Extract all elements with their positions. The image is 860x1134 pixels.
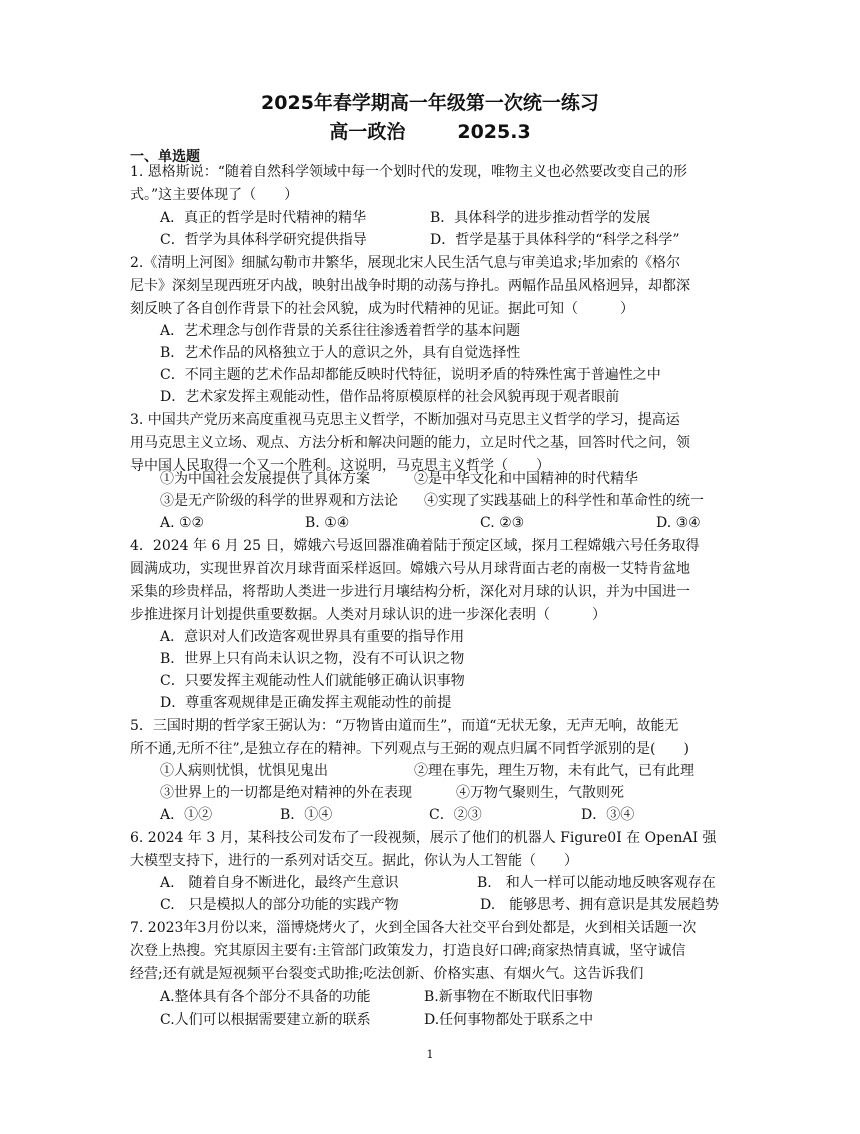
question-5-statement-2: ②理在事先，理生万物，未有此气，已有此理 xyxy=(414,763,694,779)
question-4-line-3: 采集的珍贵样品，将帮助人类进一步进行月壤结构分析，深化对月球的认识，并为中国进一 xyxy=(130,584,690,600)
question-7-option-c: C.人们可以根据需要建立新的联系 xyxy=(160,1012,371,1028)
question-7-line-1: 7. 2023年3月份以来，淄博烧烤火了，火到全国各大社交平台到处都是，火到相关话题一次 xyxy=(130,920,697,936)
question-3-choice-c: C. ②③ xyxy=(480,515,525,531)
question-5-choice-c: C．②③ xyxy=(429,807,482,823)
question-7-option-d: D.任何事物都处于联系之中 xyxy=(424,1012,594,1028)
page-number: 1 xyxy=(426,1048,434,1061)
question-3-choice-a: A. ①② xyxy=(160,515,205,531)
question-6-option-d: D. 能够思考、拥有意识是其发展趋势 xyxy=(480,897,720,913)
question-5-line-1: 5．三国时期的哲学家王弼认为：“万物皆由道而生”，而道“无状无象，无声无响，故能无 xyxy=(130,718,679,734)
question-1-option-c: C．哲学为具体科学研究提供指导 xyxy=(160,232,367,248)
exam-subtitle xyxy=(0,117,860,144)
question-3-statement-4: ④实现了实践基础上的科学性和革命性的统一 xyxy=(424,493,704,509)
subject-label: 高一政治 xyxy=(329,121,406,143)
question-3-choice-d: D. ③④ xyxy=(656,515,701,531)
question-5-line-2: 所不通,无所不往”,是独立存在的精神。下列观点与王弼的观点归属不同哲学派别的是( ) xyxy=(130,741,689,757)
question-1-option-d: D．哲学是基于具体科学的“科学之科学” xyxy=(430,232,680,248)
section-heading: 一、单选题 xyxy=(130,149,200,165)
question-1-option-a: A．真正的哲学是时代精神的精华 xyxy=(160,210,367,226)
exam-title: 2025年春学期高一年级第一次统一练习 xyxy=(261,92,599,114)
question-5-statement-3: ③世界上的一切都是绝对精神的外在表现 xyxy=(160,785,412,801)
question-4-line-4: 步推进探月计划提供重要数据。人类对月球认识的进一步深化表明（ ） xyxy=(130,607,606,623)
question-2-line-3: 刻反映了各自创作背景下的社会风貌，成为时代精神的见证。据此可知（ ） xyxy=(130,301,634,317)
question-4-option-d: D．尊重客观规律是正确发挥主观能动性的前提 xyxy=(160,695,452,711)
question-6-line-2: 大模型支持下，进行的一系列对话交互。据此，你认为人工智能（ ） xyxy=(130,853,578,869)
question-7-line-2: 次登上热搜。究其原因主要有:主管部门政策发力，打造良好口碑;商家热情真诚，坚守诚信 xyxy=(130,943,686,959)
question-3-line-3: 导中国人民取得一个又一个胜利。这说明，马克思主义哲学（ ） xyxy=(130,458,550,474)
question-6-option-a: A. 随着自身不断进化，最终产生意识 xyxy=(160,875,399,891)
question-3-statement-1: ①为中国社会发展提供了具体方案 xyxy=(160,471,370,487)
question-5-choice-b: B．①④ xyxy=(280,807,333,823)
question-4-option-c: C．只要发挥主观能动性人们就能够正确认识事物 xyxy=(160,673,465,689)
question-3-line-2: 用马克思主义立场、观点、方法分析和解决问题的能力，立足时代之基，回答时代之问，领 xyxy=(130,435,690,451)
question-5-statement-1: ①人病则忧惧，忧惧见鬼出 xyxy=(160,763,328,779)
question-4-option-a: A．意识对人们改造客观世界具有重要的指导作用 xyxy=(160,629,465,645)
question-2-option-a: A．艺术理念与创作背景的关系往往渗透着哲学的基本问题 xyxy=(160,323,521,339)
question-5-statement-4: ④万物气聚则生，气散则死 xyxy=(456,785,624,801)
question-3-choice-b: B. ①④ xyxy=(305,515,350,531)
question-5-choice-d: D．③④ xyxy=(581,807,635,823)
question-1-option-b: B．具体科学的进步推动哲学的发展 xyxy=(430,210,651,226)
question-1-line-2: 式。”这主要体现了（ ） xyxy=(130,187,299,203)
question-2-option-c: C．不同主题的艺术作品却都能反映时代特征，说明矛盾的特殊性寓于普遍性之中 xyxy=(160,367,661,383)
question-4-line-2: 圆满成功，实现世界首次月球背面采样返回。嫦娥六号从月球背面古老的南极一艾特肯盆地 xyxy=(130,561,690,577)
question-3-statement-3: ③是无产阶级的科学的世界观和方法论 xyxy=(160,493,398,509)
question-3-statement-2: ②是中华文化和中国精神的时代精华 xyxy=(414,471,638,487)
question-2-option-b: B．艺术作品的风格独立于人的意识之外，具有自觉选择性 xyxy=(160,345,521,361)
question-6-option-c: C. 只是模拟人的部分功能的实践产物 xyxy=(160,897,399,913)
exam-date: 2025.3 xyxy=(457,121,531,143)
question-2-option-d: D．艺术家发挥主观能动性，借作品将原模原样的社会风貌再现于观者眼前 xyxy=(160,389,620,405)
question-6-option-b: B. 和人一样可以能动地反映客观存在 xyxy=(477,875,716,891)
question-6-line-1: 6. 2024 年 3 月，某科技公司发布了一段视频，展示了他们的机器人 Figure0I 在 OpenAI 强 xyxy=(130,830,717,846)
question-7-line-3: 经营;还有就是短视频平台裂变式助推;吃法创新、价格实惠、有烟火气。这告诉我们 xyxy=(130,966,644,982)
question-2-line-1: 2.《清明上河图》细腻勾勒市井繁华，展现北宋人民生活气息与审美追求;毕加索的《格尔 xyxy=(130,255,681,271)
question-7-option-b: B.新事物在不断取代旧事物 xyxy=(424,989,593,1005)
question-2-line-2: 尼卡》深刻呈现西班牙内战，映射出战争时期的动荡与挣扎。两幅作品虽风格迥异，却都深 xyxy=(130,278,690,294)
question-4-option-b: B．世界上只有尚未认识之物，没有不可认识之物 xyxy=(160,651,465,667)
question-7-option-a: A.整体具有各个部分不具备的功能 xyxy=(160,989,371,1005)
question-1-line-1: 1. 恩格斯说：“随着自然科学领域中每一个划时代的发现，唯物主义也必然要改变自己的形 xyxy=(130,164,687,180)
question-5-choice-a: A．①② xyxy=(160,807,213,823)
question-4-line-1: 4．2024 年 6 月 25 日，嫦娥六号返回器准确着陆于预定区域，探月工程嫦娥六号任务取得 xyxy=(130,538,700,554)
question-3-line-1: 3. 中国共产党历来高度重视马克思主义哲学，不断加强对马克思主义哲学的学习，提高运 xyxy=(130,412,680,428)
